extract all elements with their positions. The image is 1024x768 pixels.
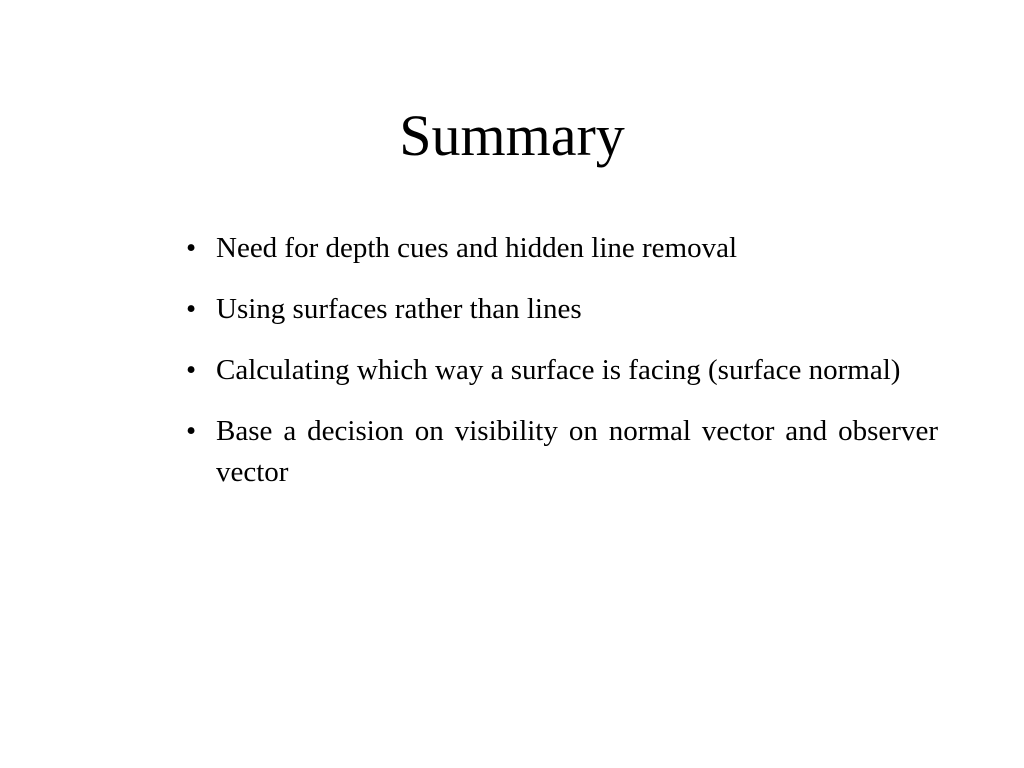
bullet-item: [186, 289, 938, 330]
bullet-text: Using surfaces rather than lines: [216, 293, 582, 325]
bullet-text: Base a decision on visibility on normal vector and observer vector: [216, 415, 938, 488]
bullet-icon: •: [186, 415, 197, 447]
slide-title: Summary: [399, 103, 625, 168]
bullet-item: [186, 411, 938, 493]
bullet-icon: •: [186, 354, 197, 386]
bullet-icon: •: [186, 293, 197, 325]
bullet-text: Need for depth cues and hidden line removal: [216, 232, 738, 264]
bullet-item: [186, 228, 938, 269]
bullet-text: Calculating which way a surface is facing (surface normal): [216, 354, 901, 386]
bullet-item: [186, 350, 938, 391]
bullet-icon: •: [186, 232, 197, 264]
bullet-list: [186, 228, 938, 513]
